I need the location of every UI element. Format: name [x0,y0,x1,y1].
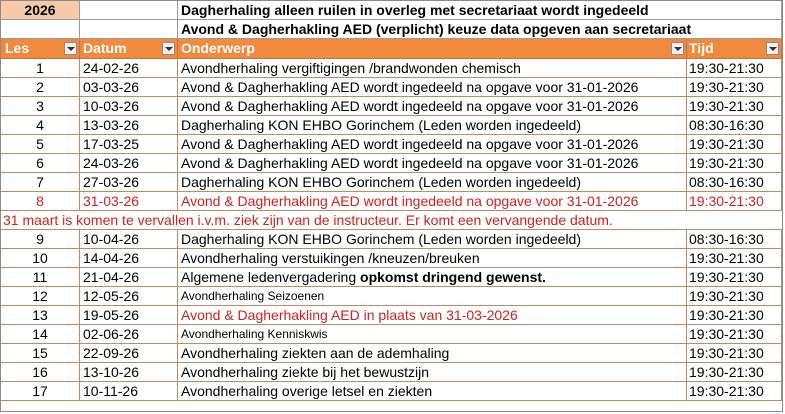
table-row [1,382,782,401]
filter-dropdown-icon[interactable] [162,42,175,55]
cell-les[interactable]: 1 [1,59,80,78]
cell-datum[interactable]: 12-05-26 [80,287,178,306]
cell-onderwerp[interactable]: Avond & Dagherhakling AED wordt ingedeeld na opgave voor 31-01-2026 [178,192,687,211]
cell-tijd[interactable]: 19:30-21:30 [687,306,782,325]
cell-onderwerp[interactable]: Avondherhaling overige letsel en ziekten [178,382,687,401]
table-row-cancelled [1,192,782,211]
cell-tijd[interactable]: 08:30-16:30 [687,116,782,135]
cell-les[interactable]: 15 [1,344,80,363]
cell-tijd[interactable]: 19:30-21:30 [687,135,782,154]
cell-onderwerp[interactable]: Avond & Dagherhakling AED wordt ingedeeld na opgave voor 31-01-2026 [178,154,687,173]
cell-datum[interactable]: 13-10-26 [80,363,178,382]
table-row [1,344,782,363]
header-row [1,39,782,59]
cell-tijd[interactable]: 19:30-21:30 [687,344,782,363]
note-row [1,211,782,230]
table-row [1,287,782,306]
cell-les[interactable]: 3 [1,97,80,116]
cell-onderwerp[interactable]: Avond & Dagherhakling AED wordt ingedeeld na opgave voor 31-01-2026 [178,78,687,97]
cell-les[interactable]: 14 [1,325,80,344]
cell-datum[interactable]: 14-04-26 [80,249,178,268]
title-line-2[interactable]: Avond & Dagherhakling AED (verplicht) keuze data opgeven aan secretariaat [178,20,782,39]
onderwerp-emphasis: opkomst dringend gewenst. [360,269,546,285]
table-row [1,306,782,325]
table-row [1,154,782,173]
cell-les[interactable]: 9 [1,230,80,249]
cell-les[interactable]: 4 [1,116,80,135]
cell-onderwerp[interactable]: Dagherhaling KON EHBO Gorinchem (Leden worden ingedeeld) [178,230,687,249]
cell-tijd[interactable]: 19:30-21:30 [687,382,782,401]
cell-datum[interactable]: 03-03-26 [80,78,178,97]
cell-onderwerp[interactable]: Dagherhaling KON EHBO Gorinchem (Leden worden ingedeeld) [178,116,687,135]
cell-datum[interactable]: 19-05-26 [80,306,178,325]
cell-onderwerp[interactable]: Avondherhaling ziekten aan de ademhaling [178,344,687,363]
cell-les[interactable]: 10 [1,249,80,268]
header-les[interactable] [1,39,80,59]
cell-datum[interactable]: 21-04-26 [80,268,178,287]
cell-onderwerp[interactable]: Avondherhaling vergiftigingen /brandwonden chemisch [178,59,687,78]
table-row [1,59,782,78]
cell-tijd[interactable]: 19:30-21:30 [687,154,782,173]
filter-dropdown-icon[interactable] [671,42,684,55]
cell-les[interactable]: 13 [1,306,80,325]
table-row [1,135,782,154]
cell-les[interactable]: 5 [1,135,80,154]
cell-tijd[interactable]: 19:30-21:30 [687,268,782,287]
header-onderwerp[interactable] [178,39,687,59]
cell-datum[interactable]: 31-03-26 [80,192,178,211]
cell-onderwerp[interactable]: Avond & Dagherhakling AED in plaats van 31-03-2026 [178,306,687,325]
header-tijd-label: Tijd [689,40,714,56]
table-row [1,230,782,249]
empty-cell[interactable] [80,1,178,20]
table-row [1,249,782,268]
cell-onderwerp[interactable]: Avondherhaling ziekte bij het bewustzijn [178,363,687,382]
table-row [1,78,782,97]
cell-tijd[interactable]: 08:30-16:30 [687,230,782,249]
empty-cell[interactable] [1,20,80,39]
cell-les[interactable]: 8 [1,192,80,211]
cell-onderwerp[interactable]: Avondherhaling Kenniskwis [178,325,687,344]
table-row [1,325,782,344]
title-line-1[interactable]: Dagherhaling alleen ruilen in overleg met secretariaat wordt ingedeeld [178,1,782,20]
cell-onderwerp[interactable]: Avond & Dagherhakling AED wordt ingedeeld na opgave voor 31-01-2026 [178,97,687,116]
cell-tijd[interactable]: 19:30-21:30 [687,192,782,211]
cell-datum[interactable]: 13-03-26 [80,116,178,135]
cell-tijd[interactable]: 19:30-21:30 [687,249,782,268]
header-datum-label: Datum [83,40,127,56]
table-row [1,116,782,135]
cell-les[interactable]: 12 [1,287,80,306]
cell-tijd[interactable]: 19:30-21:30 [687,325,782,344]
cell-datum[interactable]: 22-09-26 [80,344,178,363]
filter-dropdown-icon[interactable] [64,42,77,55]
cell-onderwerp[interactable]: Dagherhaling KON EHBO Gorinchem (Leden worden ingedeeld) [178,173,687,192]
cell-tijd[interactable]: 19:30-21:30 [687,287,782,306]
cell-onderwerp[interactable]: Avondherhaling Seizoenen [178,287,687,306]
header-datum[interactable] [80,39,178,59]
cell-onderwerp[interactable]: Avond & Dagherhakling AED wordt ingedeeld na opgave voor 31-01-2026 [178,135,687,154]
cell-tijd[interactable]: 08:30-16:30 [687,173,782,192]
cell-datum[interactable]: 10-04-26 [80,230,178,249]
cell-les[interactable]: 6 [1,154,80,173]
header-onderwerp-label: Onderwerp [181,40,255,56]
cell-les[interactable]: 16 [1,363,80,382]
cell-datum[interactable]: 24-02-26 [80,59,178,78]
cell-datum[interactable]: 17-03-25 [80,135,178,154]
cell-datum[interactable]: 27-03-26 [80,173,178,192]
empty-cell[interactable] [80,20,178,39]
cell-datum[interactable]: 10-11-26 [80,382,178,401]
table-row [1,173,782,192]
cell-tijd[interactable]: 19:30-21:30 [687,363,782,382]
cell-les[interactable]: 2 [1,78,80,97]
onderwerp-text: Algemene ledenvergadering [181,269,361,285]
cell-tijd[interactable]: 19:30-21:30 [687,78,782,97]
year-cell[interactable]: 2026 [1,1,80,20]
header-tijd[interactable] [687,39,782,59]
cell-tijd[interactable]: 19:30-21:30 [687,97,782,116]
cell-onderwerp[interactable] [178,268,687,287]
cell-datum[interactable]: 02-06-26 [80,325,178,344]
header-les-label: Les [5,40,30,56]
title-row-2 [1,20,782,39]
table-row [1,268,782,287]
cancellation-note[interactable]: 31 maart is komen te vervallen i.v.m. ziek zijn van de instructeur. Er komt een vervangende datum. [1,211,782,230]
cell-les[interactable]: 17 [1,382,80,401]
title-row-1 [1,1,782,20]
cell-datum[interactable]: 24-03-26 [80,154,178,173]
cell-les[interactable]: 11 [1,268,80,287]
cell-datum[interactable]: 10-03-26 [80,97,178,116]
cell-onderwerp[interactable]: Avondherhaling verstuikingen /kneuzen/breuken [178,249,687,268]
cell-les[interactable]: 7 [1,173,80,192]
filter-dropdown-icon[interactable] [766,42,779,55]
cell-tijd[interactable]: 19:30-21:30 [687,59,782,78]
table-row [1,363,782,382]
table-row [1,97,782,116]
